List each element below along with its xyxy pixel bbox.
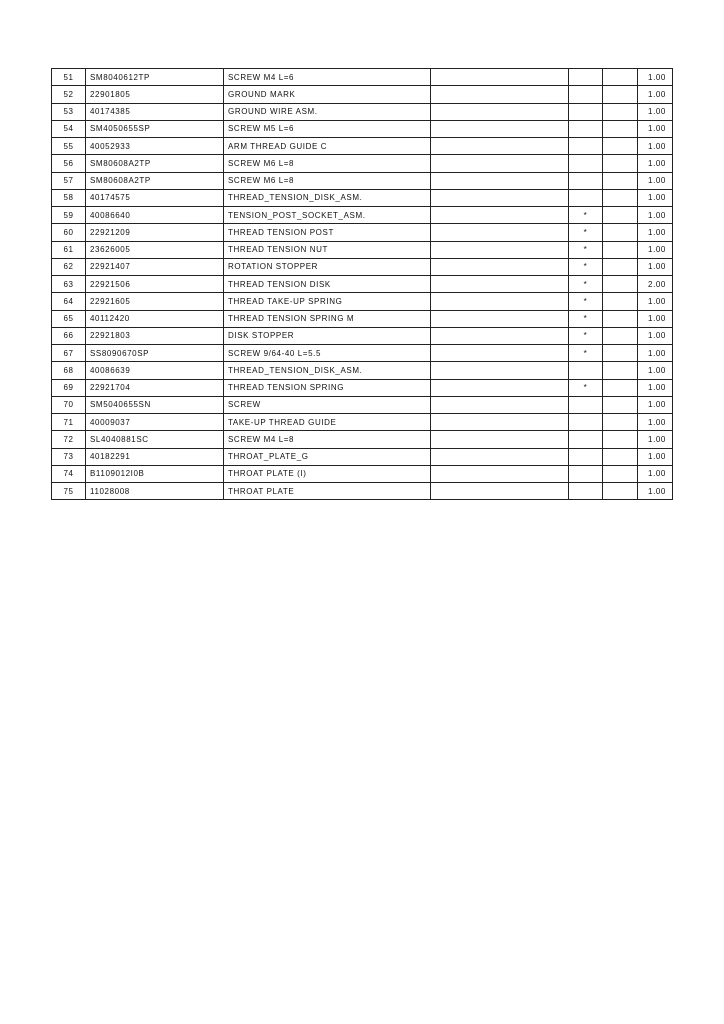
part-name-cell: SCREW — [224, 396, 431, 413]
quantity-cell: 1.00 — [638, 345, 673, 362]
item-number-cell: 71 — [52, 414, 86, 431]
item-number-cell: 55 — [52, 138, 86, 155]
mark-cell: * — [569, 379, 603, 396]
remarks-cell — [431, 396, 569, 413]
remarks-cell — [431, 155, 569, 172]
part-code-cell: SS8090670SP — [86, 345, 224, 362]
remarks-cell — [431, 293, 569, 310]
part-name-cell: SCREW M6 L=8 — [224, 155, 431, 172]
mark-cell — [569, 189, 603, 206]
remarks-cell — [431, 120, 569, 137]
quantity-cell: 1.00 — [638, 120, 673, 137]
table-row — [52, 120, 673, 137]
mark-cell — [569, 448, 603, 465]
item-number-cell: 58 — [52, 189, 86, 206]
item-number-cell: 75 — [52, 483, 86, 500]
part-code-cell: 40112420 — [86, 310, 224, 327]
table-row — [52, 465, 673, 482]
part-code-cell: 40052933 — [86, 138, 224, 155]
quantity-cell: 1.00 — [638, 241, 673, 258]
item-number-cell: 74 — [52, 465, 86, 482]
item-number-cell: 70 — [52, 396, 86, 413]
remarks-cell — [431, 207, 569, 224]
parts-table — [51, 68, 673, 500]
part-name-cell: THREAD_TENSION_DISK_ASM. — [224, 362, 431, 379]
part-code-cell: 22901805 — [86, 86, 224, 103]
remarks-cell — [431, 103, 569, 120]
quantity-cell: 1.00 — [638, 448, 673, 465]
part-name-cell: THREAD_TENSION_DISK_ASM. — [224, 189, 431, 206]
part-name-cell: SCREW M4 L=8 — [224, 431, 431, 448]
blank-cell — [603, 465, 638, 482]
quantity-cell: 1.00 — [638, 69, 673, 86]
blank-cell — [603, 362, 638, 379]
remarks-cell — [431, 362, 569, 379]
quantity-cell: 1.00 — [638, 224, 673, 241]
quantity-cell: 1.00 — [638, 414, 673, 431]
table-row — [52, 310, 673, 327]
item-number-cell: 51 — [52, 69, 86, 86]
part-name-cell: ARM THREAD GUIDE C — [224, 138, 431, 155]
table-row — [52, 258, 673, 275]
quantity-cell: 1.00 — [638, 258, 673, 275]
part-code-cell: 22921803 — [86, 327, 224, 344]
blank-cell — [603, 241, 638, 258]
blank-cell — [603, 414, 638, 431]
mark-cell — [569, 86, 603, 103]
table-row — [52, 155, 673, 172]
remarks-cell — [431, 69, 569, 86]
item-number-cell: 63 — [52, 276, 86, 293]
mark-cell — [569, 155, 603, 172]
mark-cell — [569, 431, 603, 448]
quantity-cell: 1.00 — [638, 327, 673, 344]
blank-cell — [603, 224, 638, 241]
remarks-cell — [431, 276, 569, 293]
quantity-cell: 1.00 — [638, 155, 673, 172]
table-row — [52, 362, 673, 379]
blank-cell — [603, 276, 638, 293]
quantity-cell: 1.00 — [638, 362, 673, 379]
blank-cell — [603, 258, 638, 275]
remarks-cell — [431, 431, 569, 448]
quantity-cell: 1.00 — [638, 103, 673, 120]
remarks-cell — [431, 310, 569, 327]
part-name-cell: THROAT PLATE — [224, 483, 431, 500]
part-name-cell: THROAT PLATE (I) — [224, 465, 431, 482]
part-name-cell: ROTATION STOPPER — [224, 258, 431, 275]
item-number-cell: 68 — [52, 362, 86, 379]
part-code-cell: 40174575 — [86, 189, 224, 206]
table-row — [52, 414, 673, 431]
table-row — [52, 448, 673, 465]
part-name-cell: TENSION_POST_SOCKET_ASM. — [224, 207, 431, 224]
mark-cell — [569, 138, 603, 155]
table-row — [52, 86, 673, 103]
table-row — [52, 138, 673, 155]
table-row — [52, 69, 673, 86]
part-code-cell: 40086639 — [86, 362, 224, 379]
blank-cell — [603, 69, 638, 86]
part-code-cell: 40182291 — [86, 448, 224, 465]
quantity-cell: 1.00 — [638, 138, 673, 155]
table-row — [52, 172, 673, 189]
quantity-cell: 1.00 — [638, 483, 673, 500]
quantity-cell: 1.00 — [638, 465, 673, 482]
part-name-cell: THREAD TENSION DISK — [224, 276, 431, 293]
remarks-cell — [431, 224, 569, 241]
item-number-cell: 66 — [52, 327, 86, 344]
part-code-cell: SM8040612TP — [86, 69, 224, 86]
part-name-cell: THROAT_PLATE_G — [224, 448, 431, 465]
part-name-cell: DISK STOPPER — [224, 327, 431, 344]
quantity-cell: 1.00 — [638, 172, 673, 189]
part-code-cell: SM5040655SN — [86, 396, 224, 413]
part-code-cell: SM4050655SP — [86, 120, 224, 137]
part-code-cell: SM80608A2TP — [86, 172, 224, 189]
item-number-cell: 56 — [52, 155, 86, 172]
remarks-cell — [431, 327, 569, 344]
item-number-cell: 69 — [52, 379, 86, 396]
table-row — [52, 483, 673, 500]
blank-cell — [603, 483, 638, 500]
part-name-cell: THREAD TENSION NUT — [224, 241, 431, 258]
part-name-cell: SCREW M4 L=6 — [224, 69, 431, 86]
part-name-cell: SCREW M6 L=8 — [224, 172, 431, 189]
quantity-cell: 1.00 — [638, 293, 673, 310]
item-number-cell: 59 — [52, 207, 86, 224]
item-number-cell: 72 — [52, 431, 86, 448]
blank-cell — [603, 379, 638, 396]
mark-cell: * — [569, 310, 603, 327]
part-name-cell: THREAD TAKE-UP SPRING — [224, 293, 431, 310]
table-row — [52, 276, 673, 293]
mark-cell — [569, 103, 603, 120]
part-name-cell: SCREW M5 L=6 — [224, 120, 431, 137]
remarks-cell — [431, 258, 569, 275]
remarks-cell — [431, 345, 569, 362]
part-code-cell: 40174385 — [86, 103, 224, 120]
remarks-cell — [431, 138, 569, 155]
remarks-cell — [431, 86, 569, 103]
remarks-cell — [431, 448, 569, 465]
part-name-cell: THREAD TENSION SPRING M — [224, 310, 431, 327]
mark-cell — [569, 69, 603, 86]
blank-cell — [603, 207, 638, 224]
blank-cell — [603, 431, 638, 448]
table-row — [52, 396, 673, 413]
table-row — [52, 207, 673, 224]
mark-cell — [569, 414, 603, 431]
mark-cell: * — [569, 276, 603, 293]
table-row — [52, 345, 673, 362]
part-code-cell: 22921704 — [86, 379, 224, 396]
part-code-cell: B1109012I0B — [86, 465, 224, 482]
item-number-cell: 60 — [52, 224, 86, 241]
item-number-cell: 62 — [52, 258, 86, 275]
table-row — [52, 189, 673, 206]
item-number-cell: 54 — [52, 120, 86, 137]
part-code-cell: 40086640 — [86, 207, 224, 224]
quantity-cell: 1.00 — [638, 431, 673, 448]
part-name-cell: SCREW 9/64-40 L=5.5 — [224, 345, 431, 362]
table-row — [52, 241, 673, 258]
part-name-cell: GROUND WIRE ASM. — [224, 103, 431, 120]
blank-cell — [603, 310, 638, 327]
remarks-cell — [431, 241, 569, 258]
blank-cell — [603, 138, 638, 155]
item-number-cell: 53 — [52, 103, 86, 120]
mark-cell: * — [569, 293, 603, 310]
item-number-cell: 73 — [52, 448, 86, 465]
mark-cell — [569, 362, 603, 379]
remarks-cell — [431, 172, 569, 189]
item-number-cell: 61 — [52, 241, 86, 258]
blank-cell — [603, 155, 638, 172]
part-code-cell: 23626005 — [86, 241, 224, 258]
mark-cell — [569, 120, 603, 137]
blank-cell — [603, 448, 638, 465]
mark-cell: * — [569, 207, 603, 224]
blank-cell — [603, 327, 638, 344]
item-number-cell: 52 — [52, 86, 86, 103]
remarks-cell — [431, 379, 569, 396]
quantity-cell: 1.00 — [638, 379, 673, 396]
blank-cell — [603, 172, 638, 189]
blank-cell — [603, 345, 638, 362]
mark-cell — [569, 172, 603, 189]
part-code-cell: SL4040881SC — [86, 431, 224, 448]
quantity-cell: 1.00 — [638, 189, 673, 206]
blank-cell — [603, 189, 638, 206]
part-name-cell: GROUND MARK — [224, 86, 431, 103]
blank-cell — [603, 86, 638, 103]
mark-cell — [569, 396, 603, 413]
part-name-cell: TAKE-UP THREAD GUIDE — [224, 414, 431, 431]
parts-table-body — [52, 69, 673, 500]
table-row — [52, 379, 673, 396]
blank-cell — [603, 103, 638, 120]
part-code-cell: 22921407 — [86, 258, 224, 275]
quantity-cell: 1.00 — [638, 86, 673, 103]
item-number-cell: 57 — [52, 172, 86, 189]
quantity-cell: 1.00 — [638, 207, 673, 224]
blank-cell — [603, 120, 638, 137]
part-code-cell: 22921209 — [86, 224, 224, 241]
quantity-cell: 2.00 — [638, 276, 673, 293]
quantity-cell: 1.00 — [638, 396, 673, 413]
remarks-cell — [431, 483, 569, 500]
quantity-cell: 1.00 — [638, 310, 673, 327]
remarks-cell — [431, 465, 569, 482]
table-row — [52, 327, 673, 344]
part-code-cell: 40009037 — [86, 414, 224, 431]
table-row — [52, 224, 673, 241]
remarks-cell — [431, 414, 569, 431]
part-name-cell: THREAD TENSION POST — [224, 224, 431, 241]
item-number-cell: 67 — [52, 345, 86, 362]
part-code-cell: SM80608A2TP — [86, 155, 224, 172]
mark-cell: * — [569, 241, 603, 258]
part-code-cell: 22921506 — [86, 276, 224, 293]
mark-cell — [569, 483, 603, 500]
table-row — [52, 293, 673, 310]
table-row — [52, 431, 673, 448]
table-row — [52, 103, 673, 120]
mark-cell: * — [569, 327, 603, 344]
item-number-cell: 64 — [52, 293, 86, 310]
mark-cell — [569, 465, 603, 482]
mark-cell: * — [569, 258, 603, 275]
item-number-cell: 65 — [52, 310, 86, 327]
part-name-cell: THREAD TENSION SPRING — [224, 379, 431, 396]
mark-cell: * — [569, 224, 603, 241]
blank-cell — [603, 293, 638, 310]
mark-cell: * — [569, 345, 603, 362]
blank-cell — [603, 396, 638, 413]
part-code-cell: 22921605 — [86, 293, 224, 310]
part-code-cell: 11028008 — [86, 483, 224, 500]
remarks-cell — [431, 189, 569, 206]
